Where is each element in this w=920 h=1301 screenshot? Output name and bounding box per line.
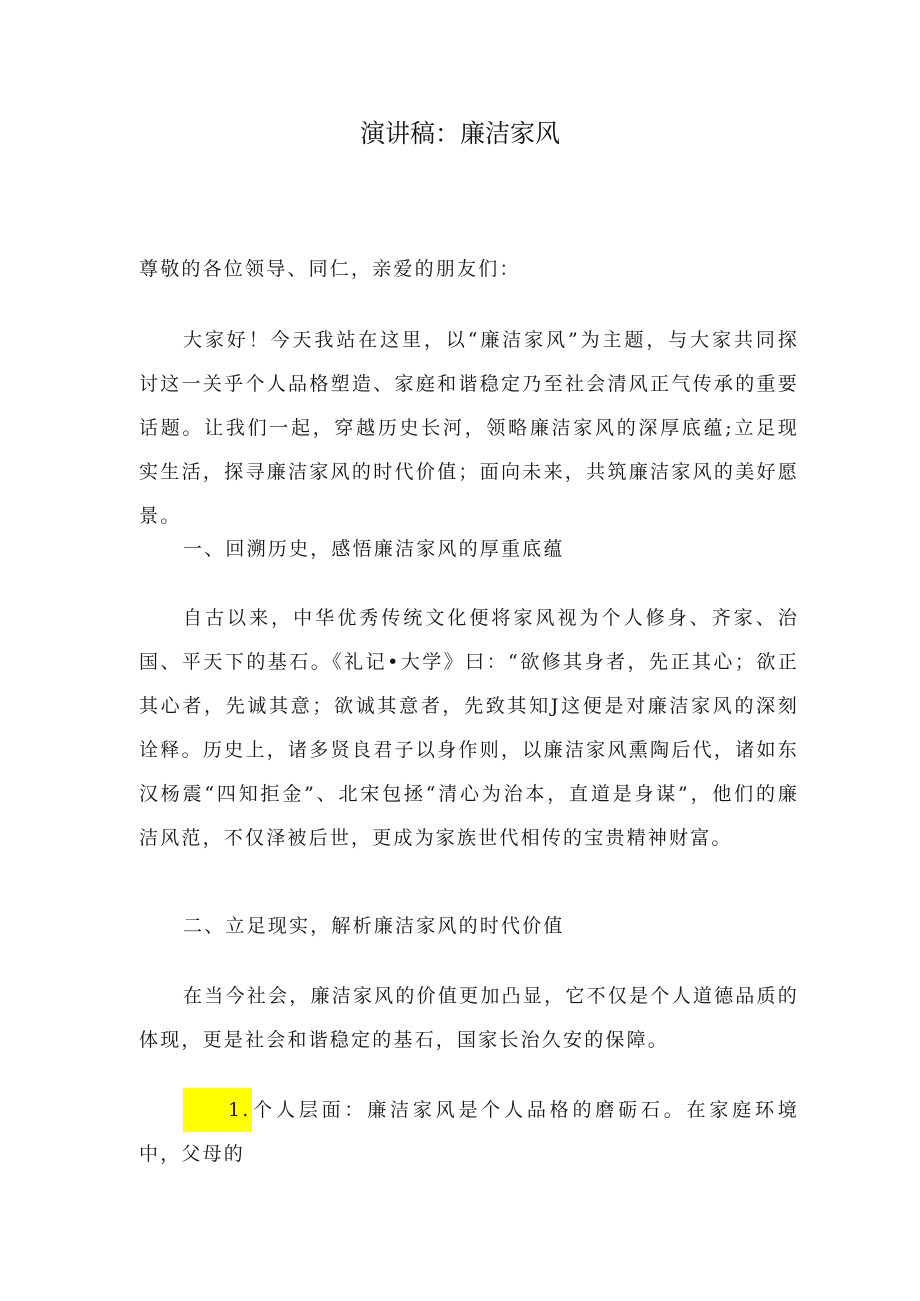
- section-1-heading: 一、回溯历史，感悟廉洁家风的厚重底蕴: [183, 538, 565, 560]
- section-1-paragraph: 自古以来，中华优秀传统文化便将家风视为个人修身、齐家、治国、平天下的基石。《礼记•大学》曰：“欲修其身者，先正其心；欲正其心者，先诚其意；欲诚其意者，先致其知J这便是对廉洁家风的深刻诠释。历史上，诸多贤良君子以身作则，以廉洁家风熏陶后代，诸如东汉杨震“四知拒金”、北宋包拯“清心为治本，直道是身谋”，他们的廉洁风范，不仅泽被后世，更成为家族世代相传的宝贵精神财富。: [139, 607, 799, 849]
- intro-paragraph: 大家好！今天我站在这里，以“廉洁家风”为主题，与大家共同探讨这一关乎个人品格塑造、家庭和谐稳定乃至社会清风正气传承的重要话题。让我们一起，穿越历史长河，领略廉洁家风的深厚底蕴;立足现实生活，探寻廉洁家风的时代价值；面向未来，共筑廉洁家风的美好愿景。: [139, 329, 799, 527]
- salutation: 尊敬的各位领导、同仁，亲爱的朋友们：: [139, 258, 521, 280]
- document-title: 演讲稿：廉洁家风: [359, 119, 560, 148]
- list-item-1-text: 个人层面：廉洁家风是个人品格的磨砺石。在家庭环境中，父母的: [139, 1099, 799, 1165]
- section-2-paragraph: 在当今社会，廉洁家风的价值更加凸显，它不仅是个人道德品质的体现，更是社会和谐稳定的基石，国家长治久安的保障。: [139, 985, 799, 1051]
- section-2-heading: 二、立足现实，解析廉洁家风的时代价值: [183, 915, 565, 937]
- highlighted-number: 1.: [183, 1088, 252, 1132]
- list-item-1: [139, 1088, 799, 1176]
